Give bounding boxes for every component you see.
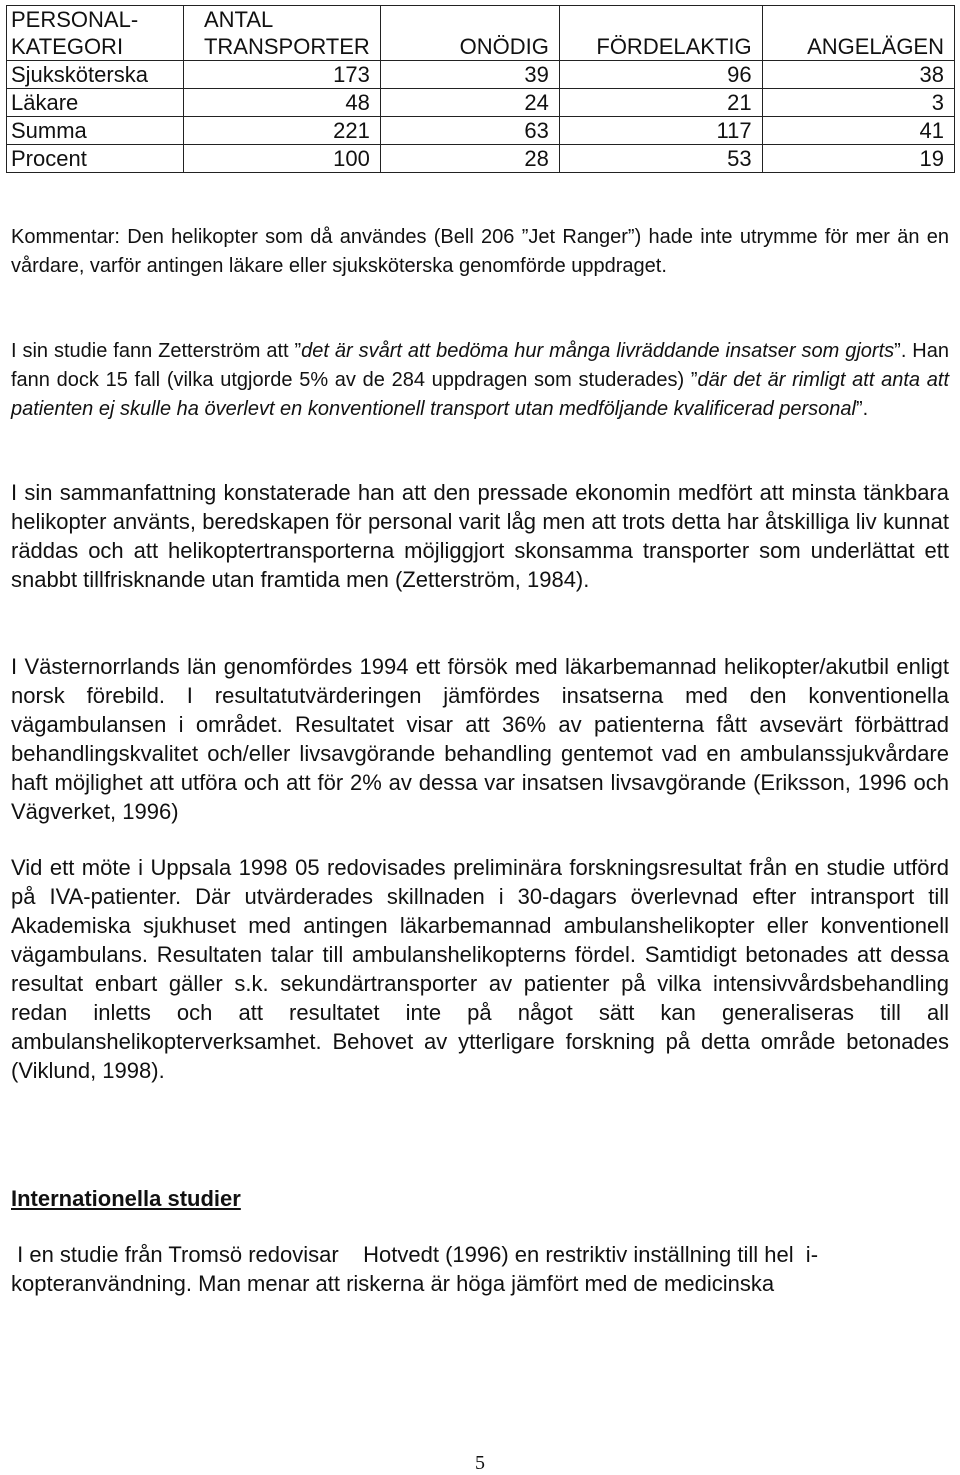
table-header-row: [7, 6, 955, 61]
cell-antal: 100: [183, 145, 380, 173]
header-fordelaktig: FÖRDELAKTIG: [559, 6, 762, 61]
cell-angelagen: 3: [762, 89, 954, 117]
row-label: Läkare: [7, 89, 184, 117]
comment-paragraph: Kommentar: Den helikopter som då användes (Bell 206 ”Jet Ranger”) hade inte utrymme för mer än en vårdare, varför antingen läkare eller sjuksköterska genomförde uppdraget.: [11, 226, 949, 277]
cell-fordelaktig: 117: [559, 117, 762, 145]
tromso-paragraph: I en studie från Tromsö redovisar Hotvedt (1996) en restriktiv inställning till hel i-kopteranvändning. Man menar att riskerna är höga jämfört med de medicinska: [11, 1242, 819, 1296]
cell-antal: 173: [183, 61, 380, 89]
section-heading: Internationella studier: [11, 1186, 241, 1211]
vasternorrland-paragraph: I Västernorrlands län genomfördes 1994 ett försök med läkarbemannad helikopter/akutbil enligt norsk förebild. I resultatutvärderingen jämfördes insatserna med den konventionella vägambulansen i området. Resultatet visar att 36% av patienterna fått avsevärt förbättrad behandlingskvalitet och/eller livsavgörande behandling gentemot vad en ambulanssjukvårdare haft möjlighet att utföra och att för 2% av dessa var insatsen livsavgörande (Eriksson, 1996 och Vägverket, 1996): [11, 654, 949, 824]
cell-angelagen: 38: [762, 61, 954, 89]
uppsala-paragraph: Vid ett möte i Uppsala 1998 05 redovisades preliminära forskningsresultat från en studie utförd på IVA-patienter. Där utvärderades skillnaden i 30-dagars överlevnad efter intransport till Akademiska sjukhuset med antingen läkarbemannad ambulanshelikopter eller konventionell vägambulans. Resultaten talar till ambulanshelikopterns fördel. Samtidigt betonades att dessa resultat enbart gäller s.k. sekundärtransporter av patienter på vilka intensivvårdsbehandling redan inletts och att resultatet inte på något sätt kan generaliseras till all ambulanshelikopterverksamhet. Behovet av ytterligare forskning på detta område betonades (Viklund, 1998).: [11, 855, 949, 1083]
cell-fordelaktig: 96: [559, 61, 762, 89]
header-personalkategori: PERSONAL- KATEGORI: [7, 6, 184, 61]
page-number: 5: [475, 1452, 485, 1474]
table-row: [7, 117, 955, 145]
cell-onodig: 28: [380, 145, 559, 173]
header-onodig: ONÖDIG: [380, 6, 559, 61]
cell-onodig: 24: [380, 89, 559, 117]
row-label: Summa: [7, 117, 184, 145]
zetterstrom-paragraph: I sin studie fann Zetterström att ”det är svårt att bedöma hur många livräddande insatser som gjorts”. Han fann dock 15 fall (vilka utgjorde 5% av de 284 uppdragen som studerades) ”där det är rimligt att anta att patienten ej skulle ha överlevt en konventionell transport utan medföljande kvalificerad personal”.: [11, 340, 949, 420]
cell-angelagen: 41: [762, 117, 954, 145]
quote-1: det är svårt att bedöma hur många livräddande insatser som gjorts: [301, 340, 895, 362]
quote-2: där det är rimligt att anta att patienten ej skulle ha överlevt en konventionell transport utan medföljande kvalificerad personal: [11, 369, 949, 420]
row-label: Sjuksköterska: [7, 61, 184, 89]
table-row: [7, 145, 955, 173]
table-row: [7, 89, 955, 117]
header-angelagen: ANGELÄGEN: [762, 6, 954, 61]
cell-antal: 48: [183, 89, 380, 117]
cell-fordelaktig: 53: [559, 145, 762, 173]
summary-paragraph: I sin sammanfattning konstaterade han att den pressade ekonomin medfört att minsta tänkbara helikopter använts, beredskapen för personal varit låg men att trots detta har åtskilliga liv kunnat räddas och att helikoptertransporterna möjliggjort skonsamma transporter som underlättat ett snabbt tillfrisknande utan framtida men (Zetterström, 1984).: [11, 480, 949, 592]
cell-antal: 221: [183, 117, 380, 145]
statistics-table: [6, 5, 955, 173]
cell-fordelaktig: 21: [559, 89, 762, 117]
row-label: Procent: [7, 145, 184, 173]
cell-onodig: 39: [380, 61, 559, 89]
header-antal-transporter: ANTAL TRANSPORTER: [183, 6, 380, 61]
cell-angelagen: 19: [762, 145, 954, 173]
cell-onodig: 63: [380, 117, 559, 145]
table-row: [7, 61, 955, 89]
